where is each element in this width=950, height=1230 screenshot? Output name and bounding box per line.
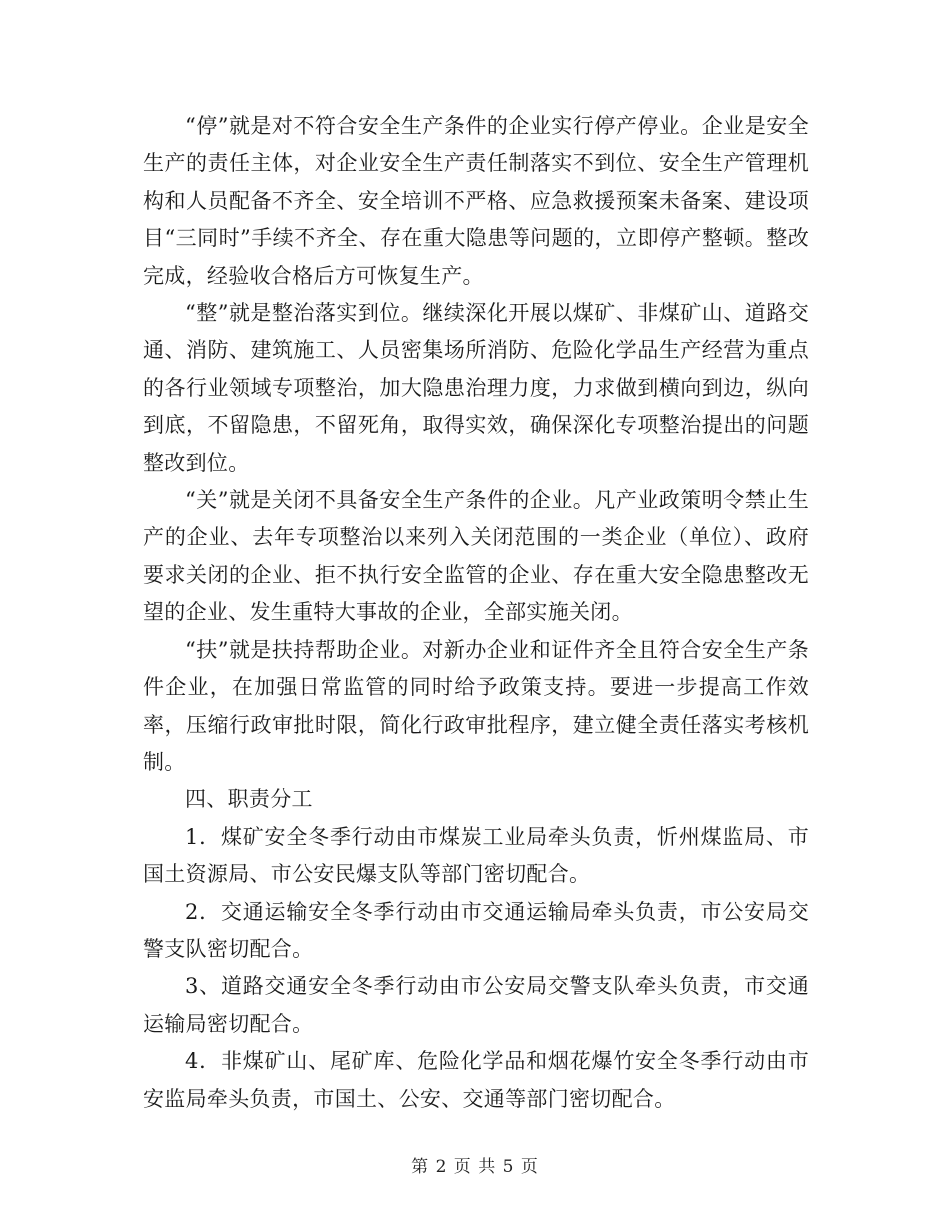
section-heading: 四、职责分工 <box>185 787 313 812</box>
duty-item-4: 4．非煤矿山、尾矿库、危险化学品和烟花爆竹安全冬季行动由市安监局牵头负责，市国土、公安、交通等部门密切配合。 <box>143 1049 809 1111</box>
paragraph-guan: “关”就是关闭不具备安全生产条件的企业。凡产业政策明令禁止生产的企业、去年专项整治以来列入关闭范围的一类企业（单位）、政府要求关闭的企业、拒不执行安全监管的企业、存在重大安全隐患整改无望的企业、发生重特大事故的企业，全部实施关闭。 <box>143 488 809 625</box>
duty-item-3: 3、道路交通安全冬季行动由市公安局交警支队牵头负责，市交通运输局密切配合。 <box>143 974 809 1036</box>
document-body <box>143 108 809 1118</box>
paragraph-ting: “停”就是对不符合安全生产条件的企业实行停产停业。企业是安全生产的责任主体，对企业安全生产责任制落实不到位、安全生产管理机构和人员配备不齐全、安全培训不严格、应急救援预案未备案、建设项目“三同时”手续不齐全、存在重大隐患等问题的，立即停产整顿。整改完成，经验收合格后方可恢复生产。 <box>143 114 809 288</box>
duty-item-1: 1．煤矿安全冬季行动由市煤炭工业局牵头负责，忻州煤监局、市国土资源局、市公安民爆支队等部门密切配合。 <box>143 824 809 887</box>
paragraph-zheng: “整”就是整治落实到位。继续深化开展以煤矿、非煤矿山、道路交通、消防、建筑施工、人员密集场所消防、危险化学品生产经营为重点的各行业领域专项整治，加大隐患治理力度，力求做到横向到边，纵向到底，不留隐患，不留死角，取得实效，确保深化专项整治提出的问题整改到位。 <box>143 301 809 475</box>
duty-item-2: 2．交通运输安全冬季行动由市交通运输局牵头负责，市公安局交警支队密切配合。 <box>143 899 809 961</box>
page-number-footer: 第 2 页 共 5 页 <box>411 1157 539 1177</box>
paragraph-fu: “扶”就是扶持帮助企业。对新办企业和证件齐全且符合安全生产条件企业，在加强日常监管的同时给予政策支持。要进一步提高工作效率，压缩行政审批时限，简化行政审批程序，建立健全责任落实考核机制。 <box>143 637 809 774</box>
